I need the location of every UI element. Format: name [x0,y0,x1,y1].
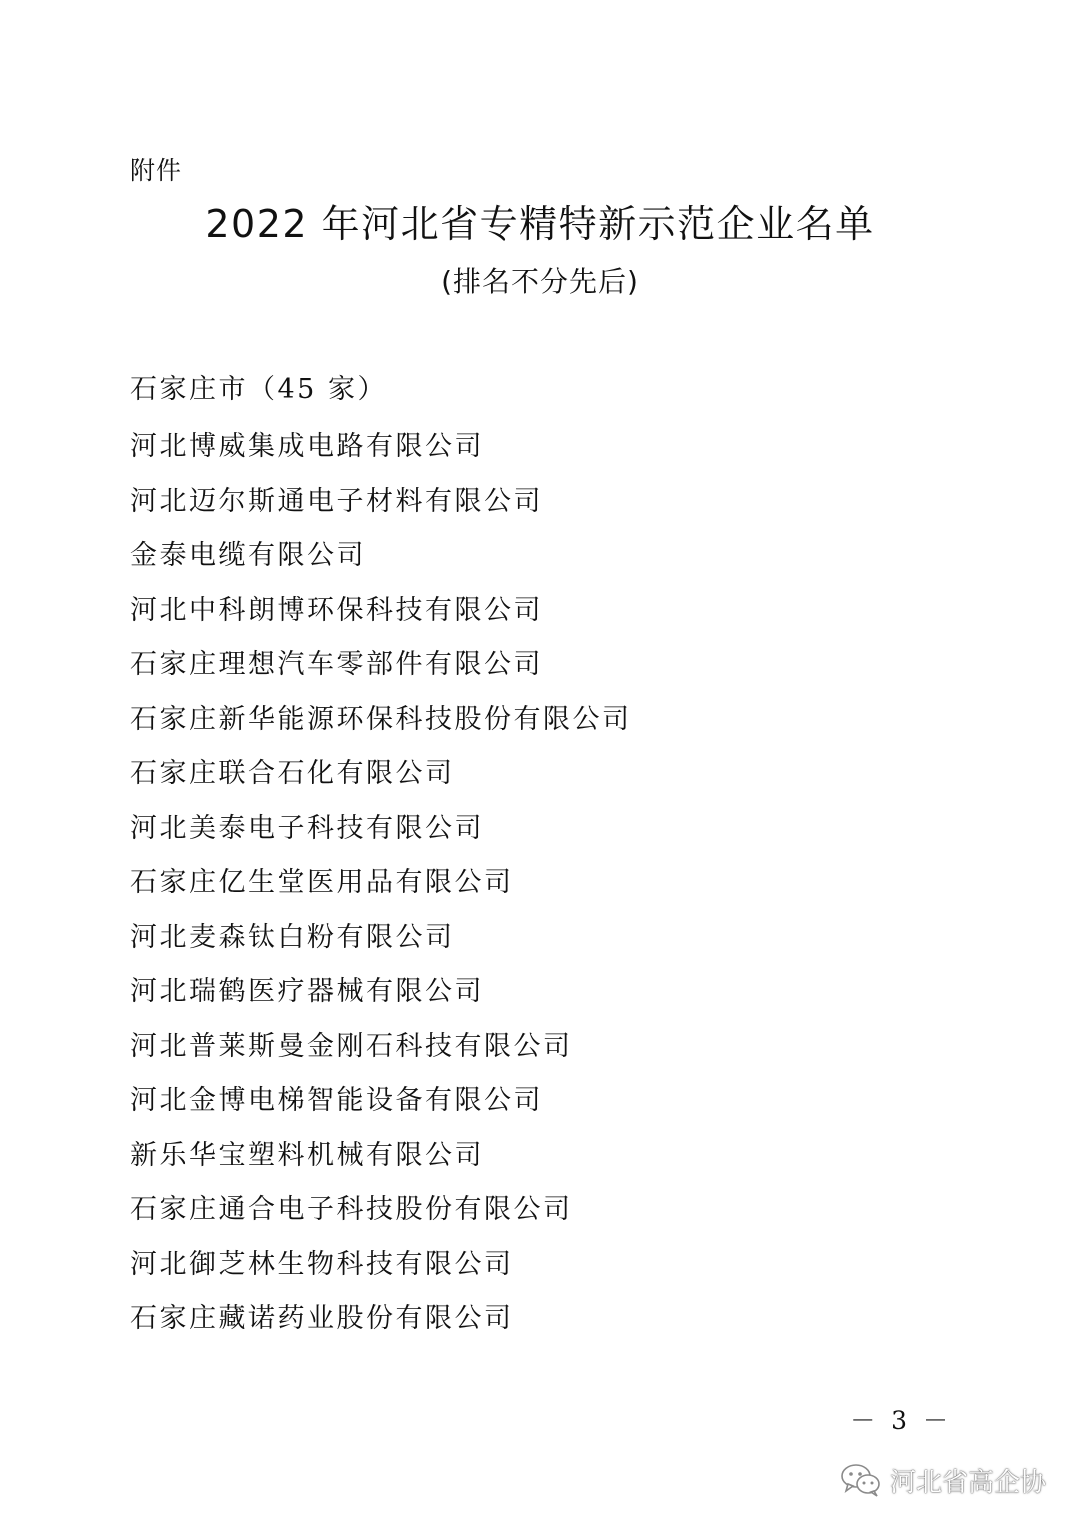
company-item: 金泰电缆有限公司 [130,540,366,571]
company-item: 石家庄理想汽车零部件有限公司 [130,649,543,680]
attachment-label: 附件 [130,156,183,185]
wechat-icon [840,1462,882,1498]
document-subtitle: (排名不分先后) [441,265,639,298]
company-item: 河北迈尔斯通电子材料有限公司 [130,485,543,517]
company-item: 石家庄藏诺药业股份有限公司 [130,1303,514,1334]
company-item: 河北普莱斯曼金刚石科技有限公司 [130,1030,573,1062]
company-item: 石家庄联合石化有限公司 [130,758,455,789]
company-item: 河北中科朗博环保科技有限公司 [130,594,543,626]
watermark-text: 河北省高企协 [889,1467,1046,1498]
company-item: 石家庄亿生堂医用品有限公司 [130,867,514,898]
company-list [130,420,990,1347]
company-item: 河北金博电梯智能设备有限公司 [130,1085,543,1116]
company-item: 河北御芝林生物科技有限公司 [130,1248,514,1280]
watermark [840,1458,1046,1502]
company-item: 石家庄通合电子科技股份有限公司 [130,1194,573,1225]
company-item: 新乐华宝塑料机械有限公司 [130,1139,484,1171]
company-item: 河北麦森钛白粉有限公司 [130,921,455,953]
section-heading: 石家庄市（45 家） [130,374,387,405]
company-item: 石家庄新华能源环保科技股份有限公司 [130,703,632,735]
company-section [130,366,990,1347]
company-item: 河北瑞鹤医疗器械有限公司 [130,976,484,1007]
company-item: 河北美泰电子科技有限公司 [130,812,484,844]
document-title: 2022 年河北省专精特新示范企业名单 [205,202,875,246]
company-item: 河北博威集成电路有限公司 [130,431,484,462]
page-number: － 3 － [850,1406,952,1435]
